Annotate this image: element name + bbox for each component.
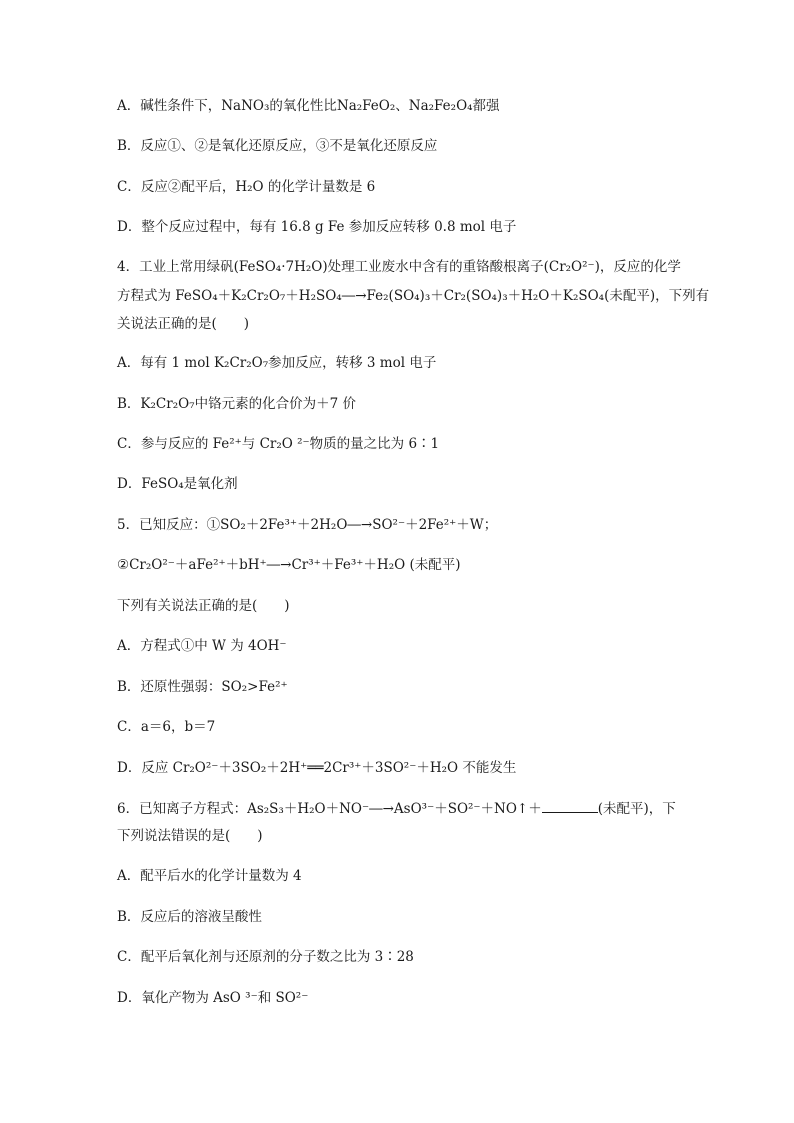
option-b-q5: B．还原性强弱：SO₂>Fe²⁺ xyxy=(117,679,288,695)
option-a-q3: A．碱性条件下，NaNO₃的氧化性比Na₂FeO₂、Na₂Fe₂O₄都强 xyxy=(117,98,500,114)
option-d-q3: D．整个反应过程中，每有 16.8 g Fe 参加反应转移 0.8 mol 电子 xyxy=(117,219,517,235)
question-6-equation: 6．已知离子方程式：As₂S₃＋H₂O＋NO⁻―→AsO³⁻＋SO²⁻＋NO↑＋ xyxy=(117,801,542,817)
option-d-q6: D．氧化产物为 AsO ³⁻和 SO²⁻ xyxy=(117,990,309,1006)
question-5-line-2: ②Cr₂O²⁻＋aFe²⁺＋bH⁺―→Cr³⁺＋Fe³⁺＋H₂O (未配平) xyxy=(117,557,461,573)
option-c-q3: C．反应②配平后，H₂O 的化学计量数是 6 xyxy=(117,179,376,195)
option-d-q4: D．FeSO₄是氧化剂 xyxy=(117,476,238,492)
question-4-line-3: 关说法正确的是( ) xyxy=(117,316,250,332)
question-6-tail: (未配平)，下 xyxy=(597,801,676,817)
option-c-q6: C．配平后氧化剂与还原剂的分子数之比为 3∶28 xyxy=(117,949,414,965)
option-c-q4: C．参与反应的 Fe²⁺与 Cr₂O ²⁻物质的量之比为 6∶1 xyxy=(117,436,440,452)
question-6-line-2: 下列说法错误的是( ) xyxy=(117,828,263,844)
option-d-q5: D．反应 Cr₂O²⁻＋3SO₂＋2H⁺══2Cr³⁺＋3SO²⁻＋H₂O 不能发生 xyxy=(117,760,517,776)
answer-blank xyxy=(542,798,598,813)
option-a-q4: A．每有 1 mol K₂Cr₂O₇参加反应，转移 3 mol 电子 xyxy=(117,355,437,371)
option-b-q4: B．K₂Cr₂O₇中铬元素的化合价为＋7 价 xyxy=(117,396,356,412)
question-5-line-1: 5．已知反应：①SO₂＋2Fe³⁺＋2H₂O―→SO²⁻＋2Fe²⁺＋W； xyxy=(117,517,498,533)
question-6-line-1 xyxy=(117,798,676,819)
question-4-line-1: 4．工业上常用绿矾(FeSO₄·7H₂O)处理工业废水中含有的重铬酸根离子(Cr₂O²⁻)，反应的化学 xyxy=(117,259,681,275)
option-a-q5: A．方程式①中 W 为 4OH⁻ xyxy=(117,638,287,654)
question-4-line-2: 方程式为 FeSO₄＋K₂Cr₂O₇＋H₂SO₄―→Fe₂(SO₄)₃＋Cr₂(SO₄)₃＋H₂O＋K₂SO₄(未配平)，下列有 xyxy=(117,288,710,304)
question-5-stem: 下列有关说法正确的是( ) xyxy=(117,598,290,614)
option-b-q3: B．反应①、②是氧化还原反应，③不是氧化还原反应 xyxy=(117,138,438,154)
option-b-q6: B．反应后的溶液呈酸性 xyxy=(117,909,262,925)
option-c-q5: C．a＝6，b＝7 xyxy=(117,719,216,735)
option-a-q6: A．配平后水的化学计量数为 4 xyxy=(117,868,302,884)
